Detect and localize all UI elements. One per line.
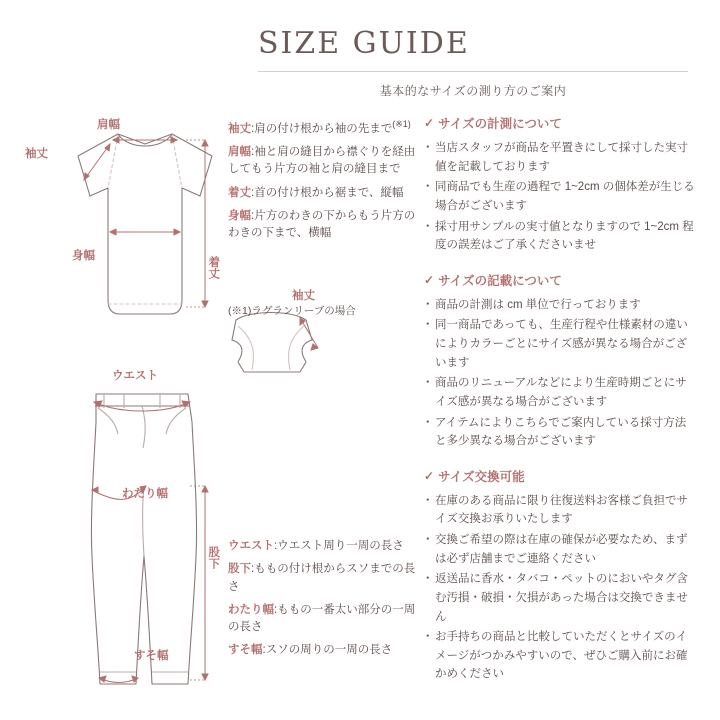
- notes-column: [424, 114, 696, 700]
- list-item: ・ アイテムによりこちらでご案内している採寸方法と多少異なる場合がございます: [424, 414, 696, 451]
- label-hem-width: すそ幅: [134, 650, 169, 662]
- label-sleeve-length: 袖丈: [25, 148, 48, 160]
- definition-sep: :: [274, 540, 278, 552]
- list-item: ・ 在庫のある商品に限り往復送料お客様ご負担でサイズ交換お承りいたします: [424, 492, 696, 529]
- definitions-bottoms: [228, 538, 424, 666]
- definition-item: [228, 185, 418, 202]
- definition-term: 身幅: [228, 209, 251, 222]
- label-waist: ウエスト: [112, 370, 158, 382]
- definition-body: 肩の付け根から袖の先まで: [254, 122, 393, 135]
- list-item: ・ 当店スタッフが商品を平置きにして採寸した実寸値を記載しております: [424, 139, 696, 176]
- check-icon: ✓: [424, 272, 435, 287]
- section-list-notation: [424, 296, 696, 451]
- definition-item: [228, 118, 418, 138]
- definition-item: [228, 538, 424, 555]
- page-title: SIZE GUIDE: [258, 26, 470, 61]
- definition-term: わたり幅: [228, 603, 274, 616]
- section-heading-measurement: [424, 114, 696, 132]
- list-item: ・ お手持ちの商品と比較していただくとサイズのイメージがつかみやすいので、ぜひご購入前にお確かめください: [424, 628, 696, 684]
- list-item: ・ 返送品に香水・タバコ・ペットのにおいやタグ含む汚損・破損・欠損があった場合は交換できません: [424, 570, 696, 626]
- definition-sep: :: [251, 122, 255, 135]
- definition-item: [228, 561, 424, 596]
- definition-term: すそ幅: [228, 644, 263, 657]
- definition-sep: :: [262, 644, 266, 657]
- section-heading-text: サイズの計測について: [438, 117, 562, 131]
- definition-sep: :: [274, 603, 278, 616]
- definition-term: ウエスト: [228, 540, 274, 552]
- label-inseam: 股下: [207, 546, 220, 569]
- list-item: ・ 採寸用サンプルの実寸値となりますので 1~2cm 程度の誤差はご了承くださいませ: [424, 218, 696, 255]
- list-item: ・ 商品のリニューアルなどにより生産時期ごとにサイズ感が異なる場合がございます: [424, 374, 696, 411]
- definition-sep: :: [251, 146, 255, 159]
- check-icon: ✓: [424, 116, 435, 130]
- label-shoulder-width: 肩幅: [97, 119, 120, 131]
- definition-item: [228, 144, 418, 179]
- list-item: ・ 同商品でも生産の過程で 1~2cm の個体差が生じる場合がございます: [424, 178, 696, 215]
- check-icon: ✓: [424, 468, 435, 483]
- definition-body: 片方のわきの下からもう片方のわきの下まで、横幅: [228, 209, 416, 240]
- title-divider: [258, 71, 688, 72]
- definition-body: スソの周りの一周の長さ: [265, 644, 393, 657]
- page-header: [258, 26, 688, 99]
- definition-body: 首の付け根から裾まで、縦幅: [254, 186, 404, 199]
- list-item: ・ 商品の計測は cm 単位で行っております: [424, 296, 696, 315]
- definition-term: 着丈: [228, 186, 251, 199]
- section-list-measurement: [424, 139, 696, 255]
- definition-term: 股下: [228, 563, 251, 576]
- definition-note: (※1): [392, 119, 411, 129]
- list-item: ・ 交換ご希望の際は在庫の確保が必要なため、まずは必ず店舗までご連絡ください: [424, 531, 696, 568]
- section-heading-notation: [424, 271, 696, 289]
- label-thigh-width: わたり幅: [122, 488, 168, 500]
- section-list-exchange: [424, 492, 696, 684]
- definition-body: ウエスト周り一周の長さ: [277, 540, 404, 552]
- section-heading-exchange: [424, 467, 696, 485]
- list-item: ・ 同一商品であっても、生産行程や仕様素材の違いによりカラーごとにサイズ感が異なる場合がございます: [424, 316, 696, 372]
- section-heading-text: サイズの記載について: [438, 273, 562, 288]
- definitions-tops: [228, 118, 418, 248]
- definition-body: ももの付け根からスソまでの長さ: [228, 563, 416, 593]
- definition-term: 袖丈: [228, 122, 251, 135]
- definition-term: 肩幅: [228, 146, 251, 159]
- page-subtitle: 基本的なサイズの測り方のご案内: [379, 84, 567, 98]
- definition-body: ももの一番太い部分の一周の長さ: [228, 603, 416, 633]
- section-heading-text: サイズ交換可能: [438, 469, 525, 484]
- definition-item: [228, 602, 424, 637]
- definition-sep: :: [251, 563, 255, 576]
- definition-sep: :: [251, 186, 255, 199]
- label-garment-length: 着丈: [207, 256, 220, 279]
- definition-body: 袖と肩の縫目から襟ぐりを経由してもう片方の袖と肩の縫目まで: [228, 146, 416, 176]
- definition-sep: :: [251, 209, 255, 222]
- definition-item: [228, 642, 424, 659]
- label-body-width: 身幅: [72, 250, 95, 262]
- label-raglan-sleeve-length: 袖丈: [292, 290, 315, 302]
- definition-item: [228, 208, 418, 243]
- raglan-note: (※1)ラグランリーブの場合: [228, 305, 356, 317]
